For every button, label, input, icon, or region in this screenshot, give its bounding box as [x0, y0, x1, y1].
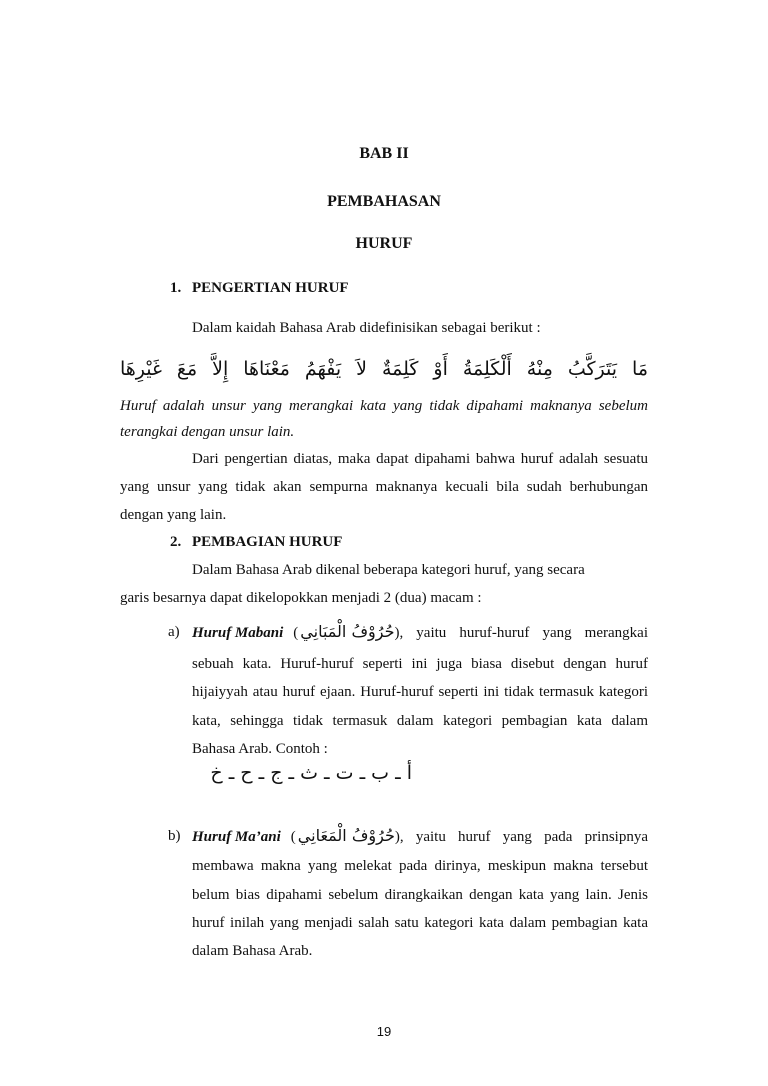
paragraph-line: hijaiyyah atau huruf ejaan. Huruf-huruf seperti ini tidak termasuk kategori	[192, 684, 648, 700]
example-letters: أ ـ ب ـ ت ـ ث ـ ج ـ ح ـ خ	[210, 762, 412, 784]
paragraph-line: garis besarnya dapat dikelopokkan menjadi 2 (dua) macam :	[120, 590, 482, 606]
paragraph-line: kata, sehingga tidak termasuk dalam kategori pembagian kata dalam	[192, 713, 648, 729]
section-number: 1.	[170, 280, 182, 296]
list-marker: a)	[168, 624, 180, 640]
paragraph-line: yang unsur yang tidak akan sempurna maknanya kecuali bila sudah berhubungan	[120, 479, 648, 495]
section-heading: PENGERTIAN HURUF	[192, 280, 349, 296]
list-item-first-line	[192, 826, 648, 846]
paren-open: (	[290, 829, 296, 845]
paragraph-line: Dalam kaidah Bahasa Arab didefinisikan sebagai berikut :	[192, 320, 541, 336]
paragraph-line: membawa makna yang melekat pada dirinya, meskipun makna tersebut	[192, 858, 648, 874]
arabic-definition: مَا يَتَرَكَّبُ مِنْهُ أَلْكَلِمَةُ أَوْ كَلِمَةٌ لاَ يَفْهَمُ مَعْنَاهَا إِلاَّ مَعَ غَيْرِهَا	[120, 358, 648, 380]
paragraph-line: Bahasa Arab. Contoh :	[192, 741, 328, 757]
term: Huruf Ma’ani	[192, 829, 281, 845]
chapter-subtitle: HURUF	[355, 235, 413, 252]
list-marker: b)	[168, 828, 181, 844]
translation-line: Huruf adalah unsur yang merangkai kata yang tidak dipahami maknanya sebelum	[120, 398, 648, 414]
section-heading: PEMBAGIAN HURUF	[192, 534, 343, 550]
term: Huruf Mabani	[192, 625, 284, 641]
chapter-title: PEMBAHASAN	[327, 193, 441, 210]
page-number: 19	[376, 1024, 392, 1039]
paren-open: (	[293, 625, 299, 641]
section-number: 2.	[170, 534, 182, 550]
chapter-label: BAB II	[359, 145, 409, 162]
paragraph-line: Dalam Bahasa Arab dikenal beberapa kategori huruf, yang secara	[192, 562, 585, 578]
paragraph-line: belum bias dipahami sebelum dirangkaikan dengan kata yang lain. Jenis	[192, 887, 648, 903]
arabic-term: حُرُوْفُ الْمَبَانِي	[300, 622, 395, 641]
translation-line: terangkai dengan unsur lain.	[120, 424, 295, 440]
paragraph-line: dalam Bahasa Arab.	[192, 943, 313, 959]
paragraph-line: huruf inilah yang menjadi salah satu kategori kata dalam pembagian kata	[192, 915, 648, 931]
paragraph-line: sebuah kata. Huruf-huruf seperti ini juga biasa disebut dengan huruf	[192, 656, 648, 672]
paragraph-line: dengan yang lain.	[120, 507, 227, 523]
list-item-first-line	[192, 622, 648, 642]
paragraph-line: ), yaitu huruf yang pada prinsipnya	[394, 829, 648, 845]
paragraph-line: ), yaitu huruf-huruf yang merangkai	[394, 625, 648, 641]
arabic-term: حُرُوْفُ الْمَعَانِي	[297, 826, 395, 845]
paragraph-line: Dari pengertian diatas, maka dapat dipahami bahwa huruf adalah sesuatu	[192, 451, 648, 467]
